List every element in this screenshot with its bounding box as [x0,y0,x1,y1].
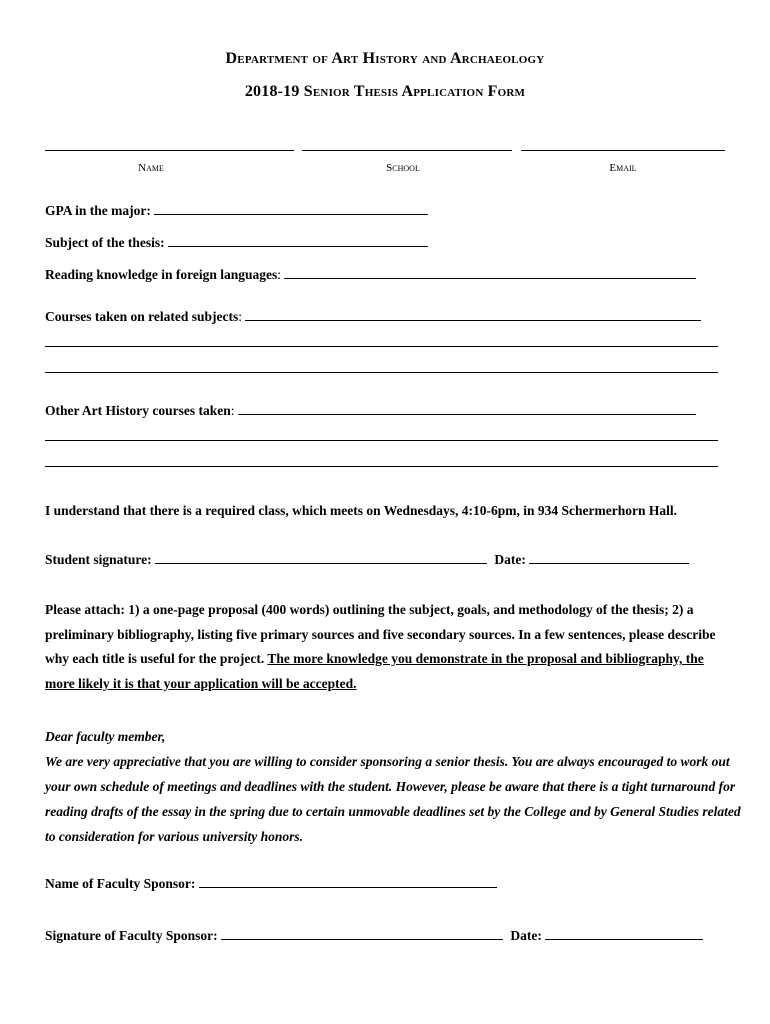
languages-input-line[interactable] [284,267,696,279]
languages-colon: : [277,267,282,282]
subject-label: Subject of the thesis: [45,235,165,250]
other-courses-line-2[interactable] [45,440,718,441]
courses-related-row [45,309,701,325]
name-line[interactable] [45,150,294,151]
email-line[interactable] [521,150,725,151]
student-date-label: Date: [494,552,526,567]
gpa-input-line[interactable] [154,203,428,215]
name-label: Name [138,162,164,174]
subject-row [45,235,428,251]
student-signature-line[interactable] [155,552,487,564]
sponsor-name-label: Name of Faculty Sponsor: [45,876,196,891]
subject-input-line[interactable] [168,235,428,247]
school-label: School [386,162,420,174]
sponsor-signature-label: Signature of Faculty Sponsor: [45,928,218,943]
sponsor-signature-row [45,928,703,944]
school-line[interactable] [302,150,512,151]
other-courses-label: Other Art History courses taken [45,403,231,418]
student-date-line[interactable] [529,552,689,564]
faculty-note [45,724,745,849]
attachment-instructions [45,598,735,696]
student-signature-row [45,552,689,568]
languages-row [45,267,696,283]
sponsor-date-line[interactable] [545,928,703,940]
form-title: 2018-19 Senior Thesis Application Form [244,83,526,100]
courses-related-label: Courses taken on related subjects [45,309,239,324]
faculty-body: We are very appreciative that you are willing to consider sponsoring a senior thesis. You are always encouraged to work out your own schedule of meetings and deadlines with the student. However, please be aware that there is a tight turnaround for reading drafts of the essay in the spring due to certain unmovable deadlines set by the College and by General Studies related to consideration for various university honors. [45,754,741,844]
courses-related-colon: : [238,309,243,324]
email-label: Email [609,162,637,174]
courses-related-input-line[interactable] [245,309,701,321]
sponsor-name-row [45,876,497,892]
class-requirement-statement: I understand that there is a required class, which meets on Wednesdays, 4:10-6pm, in 934 Schermerhorn Hall. [45,503,678,518]
department-title: Department of Art History and Archaeology [225,50,545,67]
attachment-emphasis: The more knowledge you demonstrate in the proposal and bibliography, the more likely it is that your application will be accepted. [45,651,704,691]
other-courses-row [45,403,696,419]
faculty-salutation: Dear faculty member, [45,729,166,744]
student-signature-label: Student signature: [45,552,152,567]
sponsor-name-line[interactable] [199,876,497,888]
gpa-label: GPA in the major: [45,203,151,218]
languages-label: Reading knowledge in foreign languages [45,267,278,282]
gpa-row [45,203,428,219]
other-courses-line-3[interactable] [45,466,718,467]
sponsor-date-label: Date: [510,928,542,943]
other-courses-colon: : [230,403,235,418]
other-courses-input-line[interactable] [238,403,696,415]
sponsor-signature-line[interactable] [221,928,503,940]
courses-related-line-3[interactable] [45,372,718,373]
attachment-text: Please attach: 1) a one-page proposal (400 words) outlining the subject, goals, and methodology of the thesis; 2) a preliminary bibliography, listing five primary sources and five secondary sources. In a few sentences, please describe why each title is useful for the project. [45,602,716,666]
courses-related-line-2[interactable] [45,346,718,347]
